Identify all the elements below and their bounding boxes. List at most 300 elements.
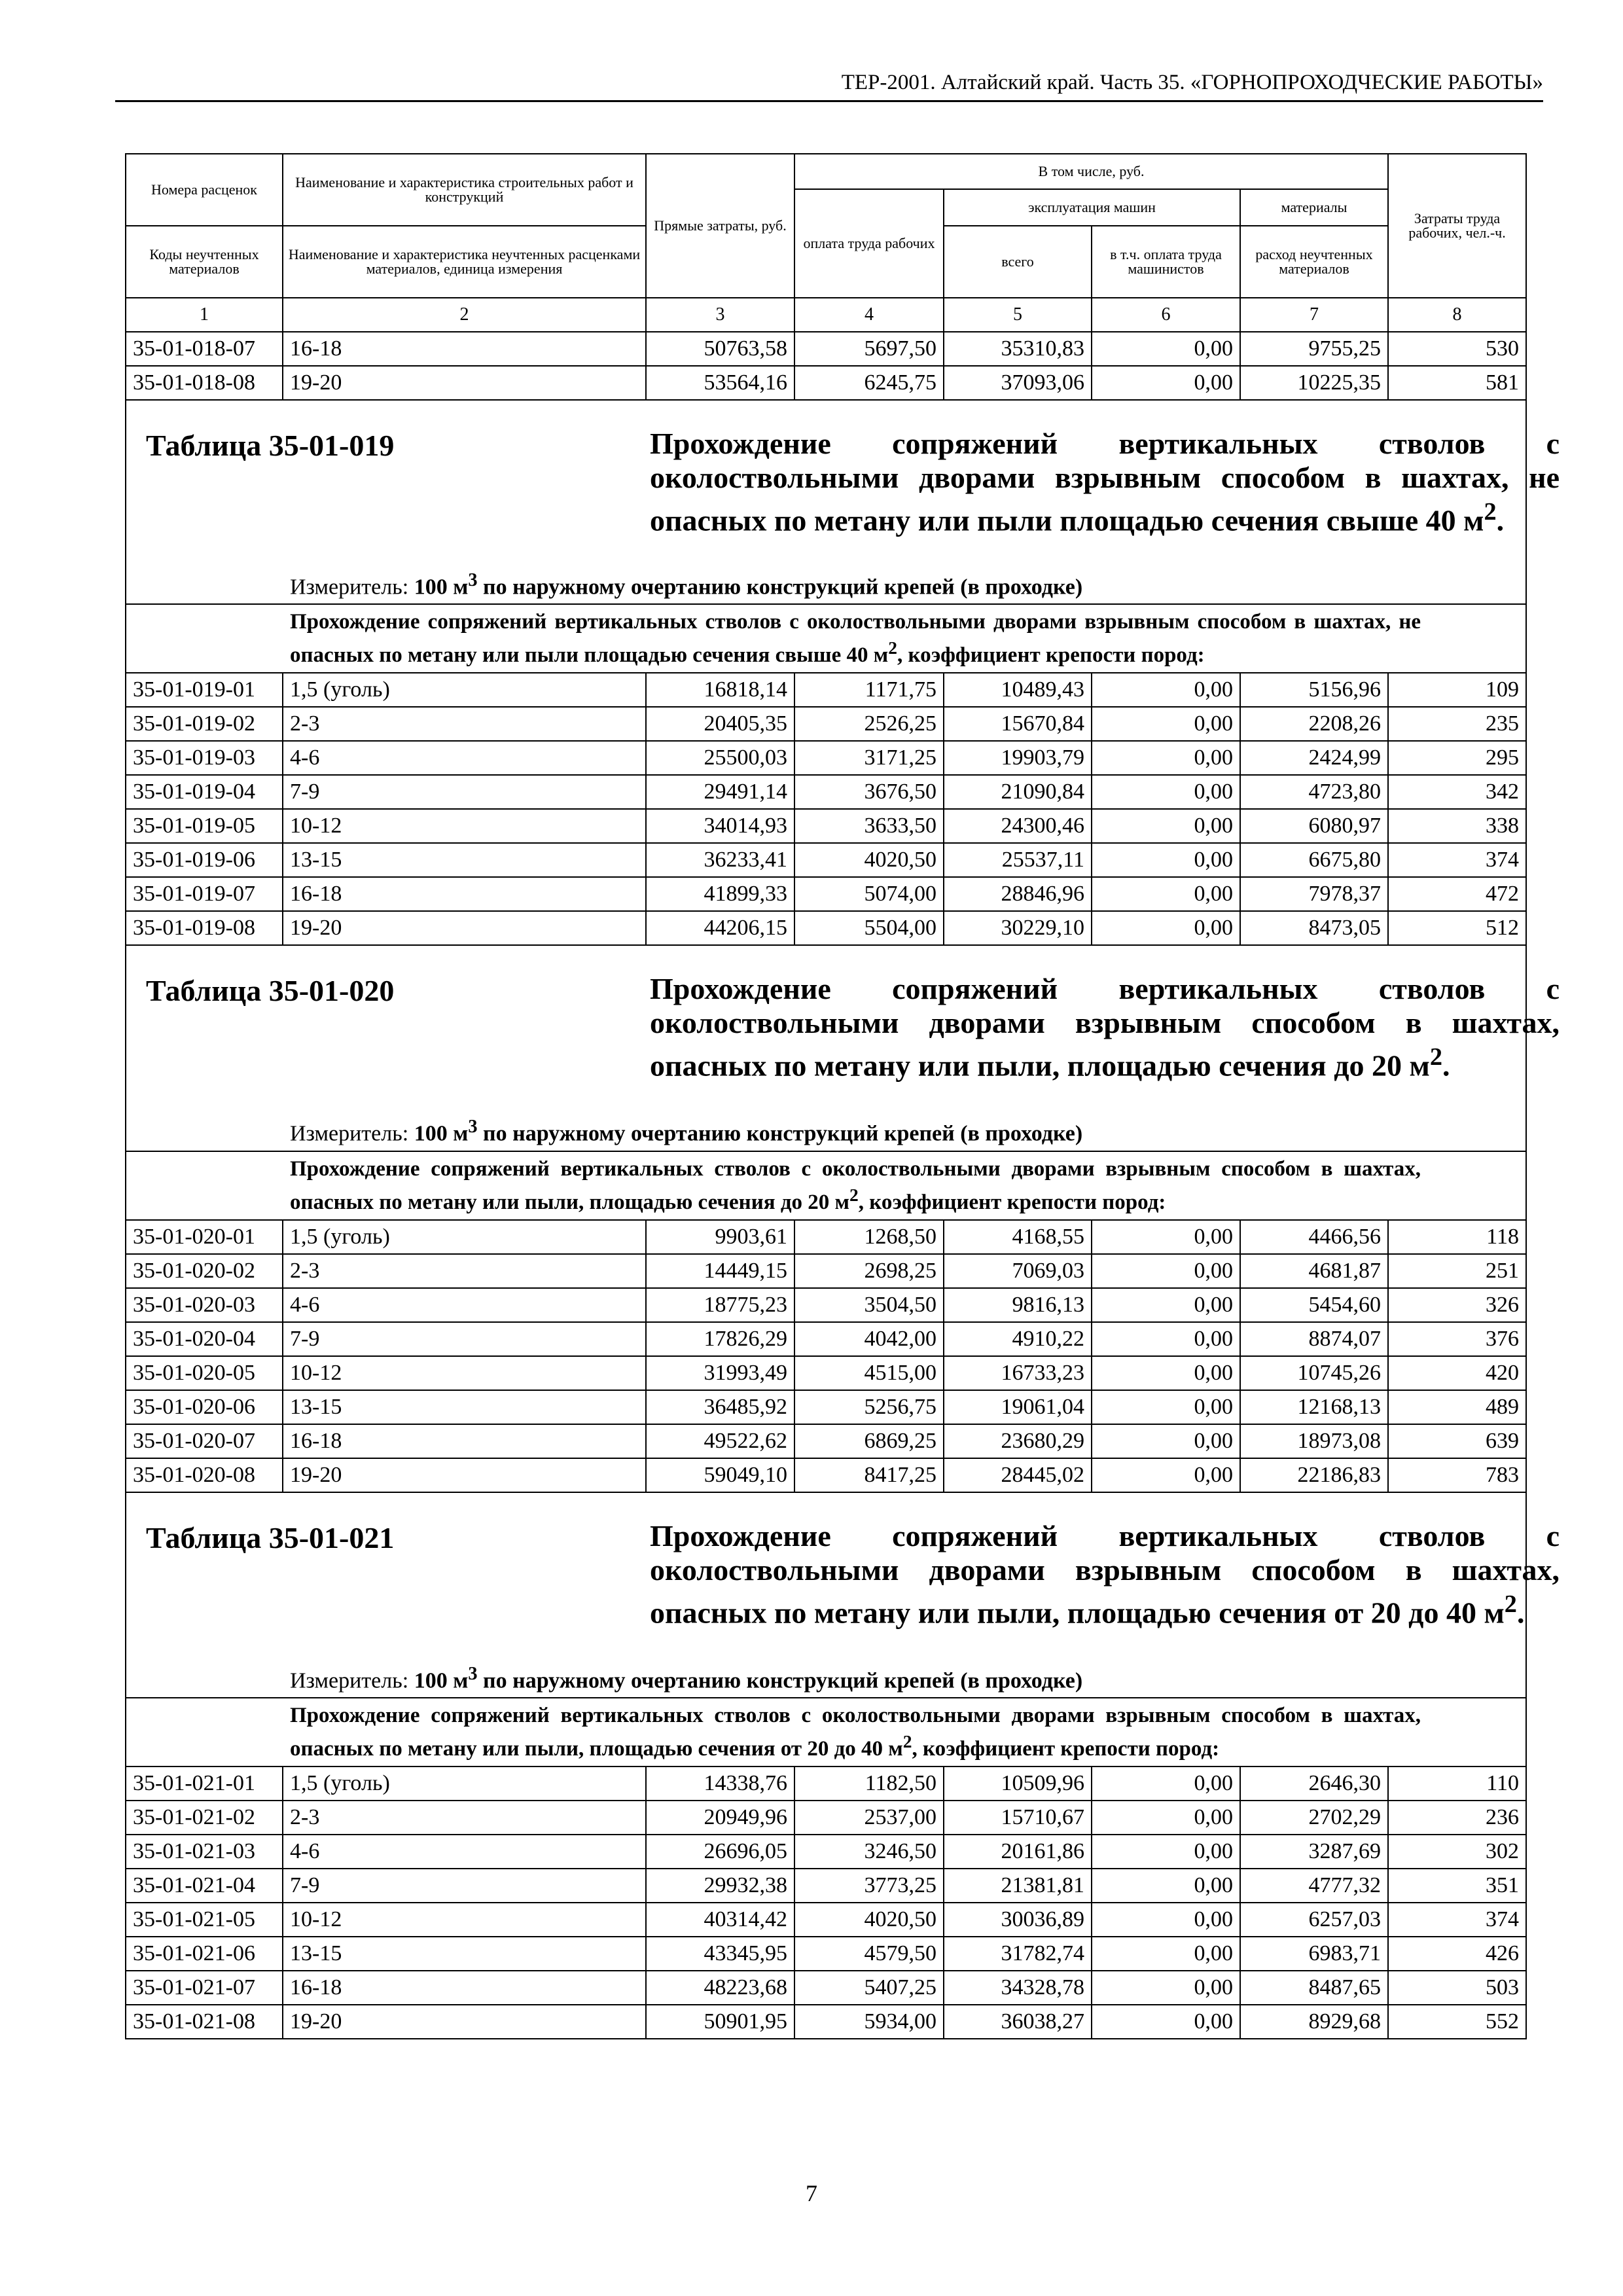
cell-value: 40314,42 <box>646 1903 794 1937</box>
cell-value: 3504,50 <box>794 1288 944 1322</box>
cell-value: 20161,86 <box>944 1835 1092 1869</box>
cell-value: 110 <box>1388 1767 1526 1801</box>
cell-value: 0,00 <box>1092 1390 1240 1424</box>
rate-code: 35-01-019-02 <box>126 707 283 741</box>
rate-name: 1,5 (уголь) <box>283 1767 646 1801</box>
cell-value: 0,00 <box>1092 877 1240 911</box>
cell-value: 0,00 <box>1092 843 1240 877</box>
col-number: 5 <box>944 298 1092 332</box>
col-direct: Прямые затраты, руб. <box>646 154 794 298</box>
cell-value: 374 <box>1388 843 1526 877</box>
cell-value: 0,00 <box>1092 1903 1240 1937</box>
cell-value: 6983,71 <box>1240 1937 1388 1971</box>
cell-value: 5256,75 <box>794 1390 944 1424</box>
cell-value: 10225,35 <box>1240 366 1388 400</box>
cell-value: 118 <box>1388 1220 1526 1254</box>
cell-value: 2698,25 <box>794 1254 944 1288</box>
col-including: В том числе, руб. <box>794 154 1388 189</box>
table-row <box>126 1971 1526 2005</box>
col-number: 1 <box>126 298 283 332</box>
rate-code: 35-01-021-03 <box>126 1835 283 1869</box>
cell-value: 4020,50 <box>794 1903 944 1937</box>
table-title-block <box>126 400 1560 564</box>
rate-name: 19-20 <box>283 911 646 945</box>
cell-value: 783 <box>1388 1458 1526 1492</box>
table-number: Таблица 35-01-019 <box>146 429 395 462</box>
superscript: 2 <box>1484 498 1497 526</box>
cell-value: 4723,80 <box>1240 775 1388 809</box>
table-name <box>650 1519 1560 1630</box>
col-codes-bottom: Коды неучтенных материалов <box>126 226 283 298</box>
cell-value: 0,00 <box>1092 1322 1240 1356</box>
cell-value: 3287,69 <box>1240 1835 1388 1869</box>
description-text: Прохождение сопряжений вертикальных стволов с околоствольными дворами взрывным способом в шахтах, опасных по метану или пыли, площадью сечения от 20 до 40 м <box>290 1703 1421 1761</box>
cell-value: 36038,27 <box>944 2005 1092 2039</box>
description-text: Прохождение сопряжений вертикальных стволов с околоствольными дворами взрывным способом в шахтах, опасных по метану или пыли, площадью сечения до 20 м <box>290 1157 1421 1214</box>
rate-name: 4-6 <box>283 741 646 775</box>
cell-value: 10489,43 <box>944 673 1092 707</box>
col-labor-pay: оплата труда рабочих <box>794 189 944 298</box>
measure-desc: по наружному очертанию конструкций крепей (в проходке) <box>477 1668 1083 1693</box>
cell-value: 19061,04 <box>944 1390 1092 1424</box>
table-name-text: Прохождение сопряжений вертикальных стволов с околоствольными дворами взрывным способом в шахтах, опасных по метану или пыли, площадью сечения до 20 м <box>650 972 1560 1083</box>
cell-value: 420 <box>1388 1356 1526 1390</box>
table-name-text: Прохождение сопряжений вертикальных стволов с околоствольными дворами взрывным способом в шахтах, опасных по метану или пыли, площадью сечения от 20 до 40 м <box>650 1518 1560 1629</box>
rate-name: 4-6 <box>283 1835 646 1869</box>
cell-value: 34014,93 <box>646 809 794 843</box>
rate-code: 35-01-018-07 <box>126 332 283 366</box>
cell-value: 2702,29 <box>1240 1801 1388 1835</box>
rate-name: 19-20 <box>283 366 646 400</box>
cell-value: 109 <box>1388 673 1526 707</box>
cell-value: 5697,50 <box>794 332 944 366</box>
page-number: 7 <box>806 2180 817 2206</box>
rate-code: 35-01-021-04 <box>126 1869 283 1903</box>
cell-value: 5074,00 <box>794 877 944 911</box>
rate-name: 13-15 <box>283 843 646 877</box>
rate-name: 10-12 <box>283 809 646 843</box>
cell-value: 4020,50 <box>794 843 944 877</box>
cell-value: 50901,95 <box>646 2005 794 2039</box>
cell-value: 3246,50 <box>794 1835 944 1869</box>
cell-value: 351 <box>1388 1869 1526 1903</box>
cell-value: 59049,10 <box>646 1458 794 1492</box>
rate-name: 2-3 <box>283 707 646 741</box>
rate-code: 35-01-019-01 <box>126 673 283 707</box>
table-row <box>126 1458 1526 1492</box>
cell-value: 8417,25 <box>794 1458 944 1492</box>
rate-code: 35-01-020-02 <box>126 1254 283 1288</box>
rate-name: 13-15 <box>283 1390 646 1424</box>
cell-value: 472 <box>1388 877 1526 911</box>
cell-value: 0,00 <box>1092 1254 1240 1288</box>
table-row <box>126 1767 1526 1801</box>
cell-value: 5407,25 <box>794 1971 944 2005</box>
cell-value: 9903,61 <box>646 1220 794 1254</box>
cell-value: 5156,96 <box>1240 673 1388 707</box>
table-row <box>126 1254 1526 1288</box>
cell-value: 4681,87 <box>1240 1254 1388 1288</box>
cell-value: 374 <box>1388 1903 1526 1937</box>
cell-value: 5934,00 <box>794 2005 944 2039</box>
table-number: Таблица 35-01-020 <box>146 974 395 1008</box>
rate-code: 35-01-019-08 <box>126 911 283 945</box>
cell-value: 0,00 <box>1092 1356 1240 1390</box>
col-number: 8 <box>1388 298 1526 332</box>
page-header: ТЕР-2001. Алтайский край. Часть 35. «ГОРНОПРОХОДЧЕСКИЕ РАБОТЫ» <box>115 71 1543 102</box>
cell-value: 23680,29 <box>944 1424 1092 1458</box>
table-row <box>126 1322 1526 1356</box>
rate-code: 35-01-021-08 <box>126 2005 283 2039</box>
cell-value: 21381,81 <box>944 1869 1092 1903</box>
cell-value: 295 <box>1388 741 1526 775</box>
cell-value: 28846,96 <box>944 877 1092 911</box>
table-row <box>126 809 1526 843</box>
description-end: , коэффициент крепости пород: <box>912 1736 1220 1761</box>
table-name <box>650 972 1560 1083</box>
cell-value: 29491,14 <box>646 775 794 809</box>
rate-name: 2-3 <box>283 1254 646 1288</box>
measure-unit: 100 м <box>414 575 469 600</box>
cell-value: 4042,00 <box>794 1322 944 1356</box>
cell-value: 6675,80 <box>1240 843 1388 877</box>
col-number: 7 <box>1240 298 1388 332</box>
rate-name: 10-12 <box>283 1903 646 1937</box>
cell-value: 15710,67 <box>944 1801 1092 1835</box>
cell-value: 0,00 <box>1092 1458 1240 1492</box>
cell-value: 19903,79 <box>944 741 1092 775</box>
cell-value: 41899,33 <box>646 877 794 911</box>
rate-code: 35-01-018-08 <box>126 366 283 400</box>
cell-value: 9816,13 <box>944 1288 1092 1322</box>
cell-value: 43345,95 <box>646 1937 794 1971</box>
table-row <box>126 332 1526 366</box>
cell-value: 30036,89 <box>944 1903 1092 1937</box>
table-row <box>126 877 1526 911</box>
cell-value: 9755,25 <box>1240 332 1388 366</box>
measure-line <box>126 1111 1526 1151</box>
cell-value: 36233,41 <box>646 843 794 877</box>
description-end: , коэффициент крепости пород: <box>858 1190 1166 1214</box>
cell-value: 0,00 <box>1092 911 1240 945</box>
rate-name: 16-18 <box>283 877 646 911</box>
cell-value: 4466,56 <box>1240 1220 1388 1254</box>
price-table <box>125 153 1560 2039</box>
table-name <box>650 427 1560 537</box>
superscript: 3 <box>468 1117 478 1138</box>
cell-value: 37093,06 <box>944 366 1092 400</box>
cell-value: 2208,26 <box>1240 707 1388 741</box>
cell-value: 6080,97 <box>1240 809 1388 843</box>
description-text: Прохождение сопряжений вертикальных стволов с околоствольными дворами взрывным способом в шахтах, не опасных по метану или пыли площадью сечения свыше 40 м <box>290 610 1421 668</box>
cell-value: 0,00 <box>1092 809 1240 843</box>
cell-value: 5504,00 <box>794 911 944 945</box>
cell-value: 25537,11 <box>944 843 1092 877</box>
superscript: 2 <box>849 1184 859 1205</box>
cell-value: 44206,15 <box>646 911 794 945</box>
cell-value: 0,00 <box>1092 2005 1240 2039</box>
cell-value: 426 <box>1388 1937 1526 1971</box>
cell-value: 0,00 <box>1092 1424 1240 1458</box>
measure-prefix: Измеритель: <box>290 575 414 600</box>
cell-value: 0,00 <box>1092 707 1240 741</box>
cell-value: 236 <box>1388 1801 1526 1835</box>
cell-value: 0,00 <box>1092 332 1240 366</box>
col-machines: эксплуатация машин <box>944 189 1240 226</box>
cell-value: 7069,03 <box>944 1254 1092 1288</box>
rate-code: 35-01-020-05 <box>126 1356 283 1390</box>
cell-value: 0,00 <box>1092 1288 1240 1322</box>
table-description <box>126 1151 1526 1220</box>
col-materials: материалы <box>1240 189 1388 226</box>
cell-value: 0,00 <box>1092 1220 1240 1254</box>
rate-name: 16-18 <box>283 1971 646 2005</box>
cell-value: 581 <box>1388 366 1526 400</box>
cell-value: 3676,50 <box>794 775 944 809</box>
col-unaccounted: расход неучтенных материалов <box>1240 226 1388 298</box>
cell-value: 7978,37 <box>1240 877 1388 911</box>
cell-value: 376 <box>1388 1322 1526 1356</box>
cell-value: 503 <box>1388 1971 1526 2005</box>
table-row <box>126 707 1526 741</box>
cell-value: 18775,23 <box>646 1288 794 1322</box>
cell-value: 0,00 <box>1092 775 1240 809</box>
col-labor-cost: Затраты труда рабочих, чел.-ч. <box>1388 154 1526 298</box>
rate-name: 16-18 <box>283 1424 646 1458</box>
cell-value: 26696,05 <box>646 1835 794 1869</box>
rate-code: 35-01-019-06 <box>126 843 283 877</box>
cell-value: 1182,50 <box>794 1767 944 1801</box>
rate-name: 7-9 <box>283 775 646 809</box>
table-row <box>126 1356 1526 1390</box>
cell-value: 6245,75 <box>794 366 944 400</box>
rate-code: 35-01-021-01 <box>126 1767 283 1801</box>
cell-value: 4168,55 <box>944 1220 1092 1254</box>
col-total: всего <box>944 226 1092 298</box>
superscript: 2 <box>902 1731 912 1751</box>
rate-code: 35-01-020-01 <box>126 1220 283 1254</box>
cell-value: 251 <box>1388 1254 1526 1288</box>
measure-line <box>126 1658 1526 1698</box>
cell-value: 8473,05 <box>1240 911 1388 945</box>
cell-value: 15670,84 <box>944 707 1092 741</box>
cell-value: 4579,50 <box>794 1937 944 1971</box>
rate-code: 35-01-021-07 <box>126 1971 283 2005</box>
cell-value: 512 <box>1388 911 1526 945</box>
cell-value: 31993,49 <box>646 1356 794 1390</box>
table-row <box>126 843 1526 877</box>
cell-value: 14338,76 <box>646 1767 794 1801</box>
rate-name: 2-3 <box>283 1801 646 1835</box>
table-row <box>126 741 1526 775</box>
cell-value: 6869,25 <box>794 1424 944 1458</box>
col-codes-top: Номера расценок <box>126 154 283 226</box>
rate-code: 35-01-020-04 <box>126 1322 283 1356</box>
table-row <box>126 1220 1526 1254</box>
cell-value: 0,00 <box>1092 1869 1240 1903</box>
superscript: 2 <box>1504 1590 1517 1618</box>
table-row <box>126 1903 1526 1937</box>
measure-desc: по наружному очертанию конструкций крепей (в проходке) <box>477 575 1083 600</box>
cell-value: 35310,83 <box>944 332 1092 366</box>
table-title-block <box>126 1492 1560 1658</box>
superscript: 3 <box>468 570 478 590</box>
rate-name: 1,5 (уголь) <box>283 1220 646 1254</box>
col-name-bottom: Наименование и характеристика неучтенных расценками материалов, единица измерения <box>283 226 646 298</box>
col-number: 6 <box>1092 298 1240 332</box>
cell-value: 0,00 <box>1092 741 1240 775</box>
superscript: 3 <box>468 1663 478 1684</box>
rate-code: 35-01-019-04 <box>126 775 283 809</box>
measure-prefix: Измеритель: <box>290 1668 414 1693</box>
rate-name: 16-18 <box>283 332 646 366</box>
rate-name: 13-15 <box>283 1937 646 1971</box>
col-number: 2 <box>283 298 646 332</box>
table-description <box>126 604 1526 673</box>
table-row <box>126 1801 1526 1835</box>
cell-value: 36485,92 <box>646 1390 794 1424</box>
cell-value: 1268,50 <box>794 1220 944 1254</box>
rate-name: 7-9 <box>283 1869 646 1903</box>
table-row <box>126 1288 1526 1322</box>
cell-value: 639 <box>1388 1424 1526 1458</box>
cell-value: 3773,25 <box>794 1869 944 1903</box>
cell-value: 0,00 <box>1092 1835 1240 1869</box>
cell-value: 0,00 <box>1092 1801 1240 1835</box>
cell-value: 16818,14 <box>646 673 794 707</box>
measure-desc: по наружному очертанию конструкций крепей (в проходке) <box>477 1121 1083 1146</box>
cell-value: 8929,68 <box>1240 2005 1388 2039</box>
cell-value: 16733,23 <box>944 1356 1092 1390</box>
cell-value: 8487,65 <box>1240 1971 1388 2005</box>
rate-name: 1,5 (уголь) <box>283 673 646 707</box>
cell-value: 4910,22 <box>944 1322 1092 1356</box>
table-row <box>126 775 1526 809</box>
cell-value: 302 <box>1388 1835 1526 1869</box>
rate-code: 35-01-020-03 <box>126 1288 283 1322</box>
measure-unit: 100 м <box>414 1121 469 1146</box>
cell-value: 342 <box>1388 775 1526 809</box>
cell-value: 2424,99 <box>1240 741 1388 775</box>
rate-name: 7-9 <box>283 1322 646 1356</box>
cell-value: 25500,03 <box>646 741 794 775</box>
cell-value: 48223,68 <box>646 1971 794 2005</box>
table-row <box>126 1937 1526 1971</box>
cell-value: 50763,58 <box>646 332 794 366</box>
cell-value: 3171,25 <box>794 741 944 775</box>
cell-value: 31782,74 <box>944 1937 1092 1971</box>
rate-code: 35-01-021-05 <box>126 1903 283 1937</box>
cell-value: 4515,00 <box>794 1356 944 1390</box>
table-row <box>126 1835 1526 1869</box>
cell-value: 0,00 <box>1092 366 1240 400</box>
table-row <box>126 1390 1526 1424</box>
cell-value: 0,00 <box>1092 1767 1240 1801</box>
table-name-end: . <box>1442 1049 1450 1083</box>
table-description <box>126 1698 1526 1767</box>
cell-value: 20405,35 <box>646 707 794 741</box>
cell-value: 4777,32 <box>1240 1869 1388 1903</box>
cell-value: 18973,08 <box>1240 1424 1388 1458</box>
measure-line <box>126 564 1526 604</box>
measure-prefix: Измеритель: <box>290 1121 414 1146</box>
cell-value: 0,00 <box>1092 1971 1240 2005</box>
description-end: , коэффициент крепости пород: <box>897 643 1205 668</box>
column-numbers-row <box>126 298 1526 332</box>
rate-code: 35-01-019-03 <box>126 741 283 775</box>
cell-value: 5454,60 <box>1240 1288 1388 1322</box>
rate-code: 35-01-019-07 <box>126 877 283 911</box>
cell-value: 552 <box>1388 2005 1526 2039</box>
cell-value: 0,00 <box>1092 1937 1240 1971</box>
cell-value: 20949,96 <box>646 1801 794 1835</box>
cell-value: 53564,16 <box>646 366 794 400</box>
table-row <box>126 673 1526 707</box>
table-name-end: . <box>1496 503 1505 537</box>
cell-value: 29932,38 <box>646 1869 794 1903</box>
cell-value: 24300,46 <box>944 809 1092 843</box>
cell-value: 6257,03 <box>1240 1903 1388 1937</box>
rate-name: 10-12 <box>283 1356 646 1390</box>
cell-value: 10509,96 <box>944 1767 1092 1801</box>
cell-value: 12168,13 <box>1240 1390 1388 1424</box>
col-number: 4 <box>794 298 944 332</box>
rate-name: 19-20 <box>283 2005 646 2039</box>
cell-value: 34328,78 <box>944 1971 1092 2005</box>
cell-value: 2526,25 <box>794 707 944 741</box>
cell-value: 2646,30 <box>1240 1767 1388 1801</box>
cell-value: 14449,15 <box>646 1254 794 1288</box>
rate-code: 35-01-021-06 <box>126 1937 283 1971</box>
cell-value: 8874,07 <box>1240 1322 1388 1356</box>
table-row <box>126 366 1526 400</box>
table-row <box>126 1869 1526 1903</box>
measure-unit: 100 м <box>414 1668 469 1693</box>
col-name-top: Наименование и характеристика строительных работ и конструкций <box>283 154 646 226</box>
rate-code: 35-01-019-05 <box>126 809 283 843</box>
rate-code: 35-01-020-07 <box>126 1424 283 1458</box>
rate-name: 19-20 <box>283 1458 646 1492</box>
cell-value: 530 <box>1388 332 1526 366</box>
rate-code: 35-01-020-08 <box>126 1458 283 1492</box>
col-number: 3 <box>646 298 794 332</box>
rate-name: 4-6 <box>283 1288 646 1322</box>
cell-value: 3633,50 <box>794 809 944 843</box>
table-number: Таблица 35-01-021 <box>146 1520 395 1554</box>
cell-value: 17826,29 <box>646 1322 794 1356</box>
cell-value: 1171,75 <box>794 673 944 707</box>
table-name-end: . <box>1516 1595 1525 1629</box>
cell-value: 2537,00 <box>794 1801 944 1835</box>
cell-value: 28445,02 <box>944 1458 1092 1492</box>
col-machinists: в т.ч. оплата труда машинистов <box>1092 226 1240 298</box>
table-row <box>126 2005 1526 2039</box>
cell-value: 489 <box>1388 1390 1526 1424</box>
cell-value: 21090,84 <box>944 775 1092 809</box>
cell-value: 49522,62 <box>646 1424 794 1458</box>
superscript: 2 <box>1429 1043 1442 1071</box>
cell-value: 326 <box>1388 1288 1526 1322</box>
cell-value: 22186,83 <box>1240 1458 1388 1492</box>
cell-value: 235 <box>1388 707 1526 741</box>
cell-value: 338 <box>1388 809 1526 843</box>
rate-code: 35-01-021-02 <box>126 1801 283 1835</box>
table-title-block <box>126 945 1560 1111</box>
cell-value: 30229,10 <box>944 911 1092 945</box>
table-name-text: Прохождение сопряжений вертикальных стволов с околоствольными дворами взрывным способом в шахтах, не опасных по метану или пыли площадью сечения свыше 40 м <box>650 427 1560 537</box>
cell-value: 0,00 <box>1092 673 1240 707</box>
rate-code: 35-01-020-06 <box>126 1390 283 1424</box>
